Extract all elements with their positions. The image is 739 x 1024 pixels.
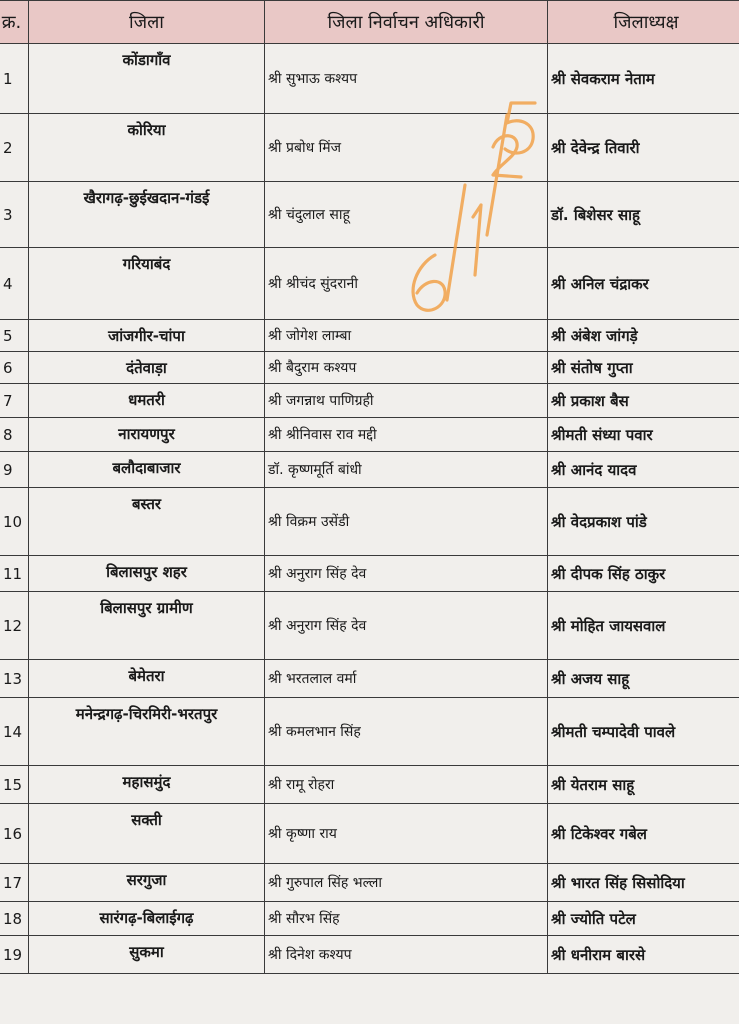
table-row xyxy=(0,352,739,384)
header-officer: जिला निर्वाचन अधिकारी xyxy=(265,1,548,44)
district-president-name: श्री मोहित जायसवाल xyxy=(548,592,739,660)
district-president-name: श्री टिकेश्वर गबेल xyxy=(548,804,739,864)
row-number: 18 xyxy=(0,902,29,936)
district-president-name: श्री संतोष गुप्ता xyxy=(548,352,739,384)
row-number: 3 xyxy=(0,182,29,248)
district-name: सक्ती xyxy=(29,804,265,864)
table-row xyxy=(0,182,739,248)
table-row xyxy=(0,902,739,936)
district-name: बलौदाबाजार xyxy=(29,452,265,488)
election-officer-name: श्री प्रबोध मिंज xyxy=(265,114,548,182)
district-president-name: श्रीमती चम्पादेवी पावले xyxy=(548,698,739,766)
district-name: बिलासपुर शहर xyxy=(29,556,265,592)
table-row xyxy=(0,766,739,804)
district-president-name: श्री सेवकराम नेताम xyxy=(548,44,739,114)
election-officer-name: श्री दिनेश कश्यप xyxy=(265,936,548,974)
row-number: 5 xyxy=(0,320,29,352)
table-row xyxy=(0,592,739,660)
district-name: नारायणपुर xyxy=(29,418,265,452)
district-name: दंतेवाड़ा xyxy=(29,352,265,384)
row-number: 4 xyxy=(0,248,29,320)
header-president: जिलाध्यक्ष xyxy=(548,1,739,44)
district-president-name: श्री धनीराम बारसे xyxy=(548,936,739,974)
election-officer-name: श्री रामू रोहरा xyxy=(265,766,548,804)
district-president-name: श्री आनंद यादव xyxy=(548,452,739,488)
table-row xyxy=(0,864,739,902)
district-president-name: श्री देवेन्द्र तिवारी xyxy=(548,114,739,182)
district-president-name: श्री अजय साहू xyxy=(548,660,739,698)
table-row xyxy=(0,248,739,320)
row-number: 15 xyxy=(0,766,29,804)
district-name: मनेन्द्रगढ़-चिरमिरी-भरतपुर xyxy=(29,698,265,766)
election-officer-name: श्री कमलभान सिंह xyxy=(265,698,548,766)
district-president-name: श्री अंबेश जांगड़े xyxy=(548,320,739,352)
table-row xyxy=(0,936,739,974)
row-number: 14 xyxy=(0,698,29,766)
table-row xyxy=(0,320,739,352)
row-number: 17 xyxy=(0,864,29,902)
district-name: कोंडागाँव xyxy=(29,44,265,114)
election-officer-name: श्री अनुराग सिंह देव xyxy=(265,592,548,660)
row-number: 8 xyxy=(0,418,29,452)
district-name: गरियाबंद xyxy=(29,248,265,320)
row-number: 19 xyxy=(0,936,29,974)
election-officer-name: श्री जोगेश लाम्बा xyxy=(265,320,548,352)
district-name: सरगुजा xyxy=(29,864,265,902)
election-officer-name: श्री विक्रम उसेंडी xyxy=(265,488,548,556)
row-number: 11 xyxy=(0,556,29,592)
district-president-name: श्री ज्योति पटेल xyxy=(548,902,739,936)
district-president-name: श्री दीपक सिंह ठाकुर xyxy=(548,556,739,592)
row-number: 1 xyxy=(0,44,29,114)
table-row xyxy=(0,418,739,452)
election-officer-name: श्री चंदुलाल साहू xyxy=(265,182,548,248)
district-name: सारंगढ़-बिलाईगढ़ xyxy=(29,902,265,936)
district-name: बेमेतरा xyxy=(29,660,265,698)
election-officer-name: श्री जगन्नाथ पाणिग्रही xyxy=(265,384,548,418)
district-name: कोरिया xyxy=(29,114,265,182)
row-number: 9 xyxy=(0,452,29,488)
table-row xyxy=(0,114,739,182)
table-row xyxy=(0,488,739,556)
district-president-name: डॉ. बिशेसर साहू xyxy=(548,182,739,248)
district-president-name: श्री भारत सिंह सिसोदिया xyxy=(548,864,739,902)
row-number: 16 xyxy=(0,804,29,864)
election-officer-name: श्री सुभाऊ कश्यप xyxy=(265,44,548,114)
row-number: 13 xyxy=(0,660,29,698)
table-header-row xyxy=(0,1,739,44)
row-number: 12 xyxy=(0,592,29,660)
table-row xyxy=(0,698,739,766)
header-sn: क्र. xyxy=(0,1,29,44)
election-officer-name: श्री अनुराग सिंह देव xyxy=(265,556,548,592)
table-row xyxy=(0,452,739,488)
district-name: जांजगीर-चांपा xyxy=(29,320,265,352)
district-president-name: श्री प्रकाश बैस xyxy=(548,384,739,418)
row-number: 10 xyxy=(0,488,29,556)
election-officer-name: श्री श्रीचंद सुंदरानी xyxy=(265,248,548,320)
table-row xyxy=(0,660,739,698)
district-president-name: श्रीमती संध्या पवार xyxy=(548,418,739,452)
election-officer-name: श्री भरतलाल वर्मा xyxy=(265,660,548,698)
election-officer-name: श्री गुरुपाल सिंह भल्ला xyxy=(265,864,548,902)
district-president-name: श्री वेदप्रकाश पांडे xyxy=(548,488,739,556)
header-district: जिला xyxy=(29,1,265,44)
district-name: बस्तर xyxy=(29,488,265,556)
election-officer-name: डॉ. कृष्णमूर्ति बांधी xyxy=(265,452,548,488)
district-name: खैरागढ़-छुईखदान-गंडई xyxy=(29,182,265,248)
district-name: महासमुंद xyxy=(29,766,265,804)
district-name: बिलासपुर ग्रामीण xyxy=(29,592,265,660)
table-row xyxy=(0,44,739,114)
table-row xyxy=(0,384,739,418)
table-row xyxy=(0,804,739,864)
election-officer-name: श्री बैदुराम कश्यप xyxy=(265,352,548,384)
district-president-name: श्री येतराम साहू xyxy=(548,766,739,804)
election-officer-name: श्री श्रीनिवास राव मद्दी xyxy=(265,418,548,452)
row-number: 2 xyxy=(0,114,29,182)
election-officer-name: श्री सौरभ सिंह xyxy=(265,902,548,936)
election-officer-name: श्री कृष्णा राय xyxy=(265,804,548,864)
row-number: 6 xyxy=(0,352,29,384)
table-row xyxy=(0,556,739,592)
district-president-name: श्री अनिल चंद्राकर xyxy=(548,248,739,320)
district-name: धमतरी xyxy=(29,384,265,418)
row-number: 7 xyxy=(0,384,29,418)
table-body xyxy=(0,44,739,974)
district-name: सुकमा xyxy=(29,936,265,974)
